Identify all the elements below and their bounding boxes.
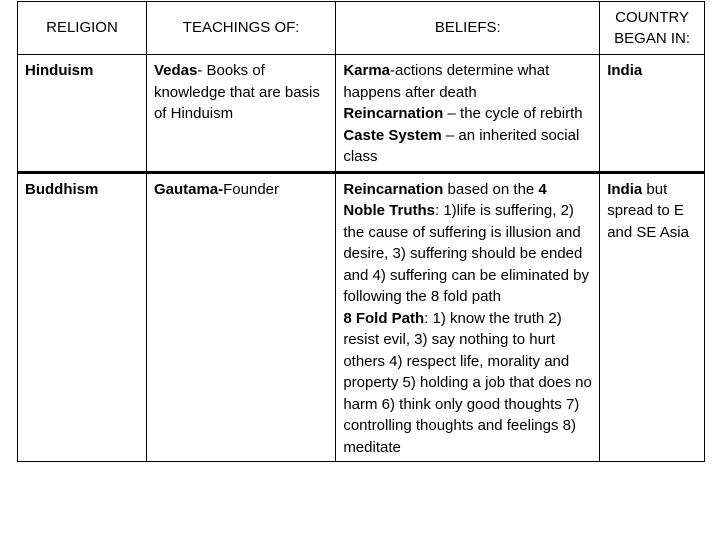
- hinduism-country: India: [607, 62, 643, 79]
- hinduism-religion-cell: [18, 55, 147, 173]
- buddhism-religion-cell: [18, 172, 147, 462]
- hinduism-country-cell: [600, 55, 705, 173]
- gautama-term: Gautama-: [153, 180, 224, 198]
- buddhism-spread: but spread to E and SE Asia: [607, 180, 689, 241]
- hinduism-teachings-cell: [146, 55, 335, 173]
- eight-fold-path-description: : 1) know the truth 2) resist evil, 3) say nothing to hurt others 4) respect life, morality and property 5) holding a job that does no harm 6) think only good thoughts 7) controlling thoughts and feelings 8) meditate: [343, 309, 592, 456]
- buddhism-country-cell: [600, 172, 705, 462]
- header-religion: [18, 2, 147, 55]
- eight-fold-path-term: 8 Fold Path: [343, 309, 425, 327]
- vedas-description: - Books of knowledge that are basis of Hinduism: [153, 62, 320, 122]
- vedas-term: Vedas: [153, 62, 198, 79]
- noble-truths-term: 4 Noble Truths: [343, 180, 547, 219]
- buddhism-teachings-cell: [146, 172, 335, 462]
- header-teachings-text: TEACHINGS OF:: [182, 19, 300, 37]
- karma-description: -actions determine what happens after death: [343, 62, 550, 101]
- header-religion-text: RELIGION: [46, 19, 118, 37]
- buddhism-name: Buddhism: [25, 180, 99, 198]
- caste-belief: [343, 125, 592, 168]
- karma-term: Karma: [343, 62, 391, 79]
- reincarnation-term: Reincarnation: [343, 180, 444, 198]
- header-country: [600, 2, 705, 55]
- header-beliefs: [336, 2, 600, 55]
- noble-truths-description: : 1)life is suffering, 2) the cause of suffering is illusion and desire, 3) suffering should be ended and 4) suffering can be eliminated by following the 8 fold path: [343, 202, 590, 305]
- hinduism-name: Hinduism: [25, 62, 94, 79]
- header-teachings: [146, 2, 335, 55]
- table-row: [18, 55, 705, 173]
- header-beliefs-text: BELIEFS:: [434, 19, 501, 37]
- karma-belief: [343, 60, 592, 103]
- table-header-row: [18, 2, 705, 55]
- based-on-text: based on the: [443, 180, 539, 198]
- hinduism-beliefs-cell: [336, 55, 600, 173]
- caste-description: – an inherited social class: [343, 126, 580, 165]
- noble-truths-belief: [343, 179, 592, 308]
- table-row: [18, 172, 705, 462]
- reincarnation-term: Reincarnation: [343, 105, 444, 122]
- religion-table: [17, 1, 705, 462]
- buddhism-country: India: [607, 180, 643, 198]
- reincarnation-belief: [343, 103, 592, 125]
- reincarnation-description: – the cycle of rebirth: [443, 105, 583, 122]
- eight-fold-path-belief: [343, 308, 592, 459]
- header-country-text: COUNTRY BEGAN IN:: [614, 8, 691, 47]
- gautama-description: Founder: [223, 180, 279, 198]
- buddhism-beliefs-cell: [336, 172, 600, 462]
- caste-term: Caste System: [343, 126, 442, 144]
